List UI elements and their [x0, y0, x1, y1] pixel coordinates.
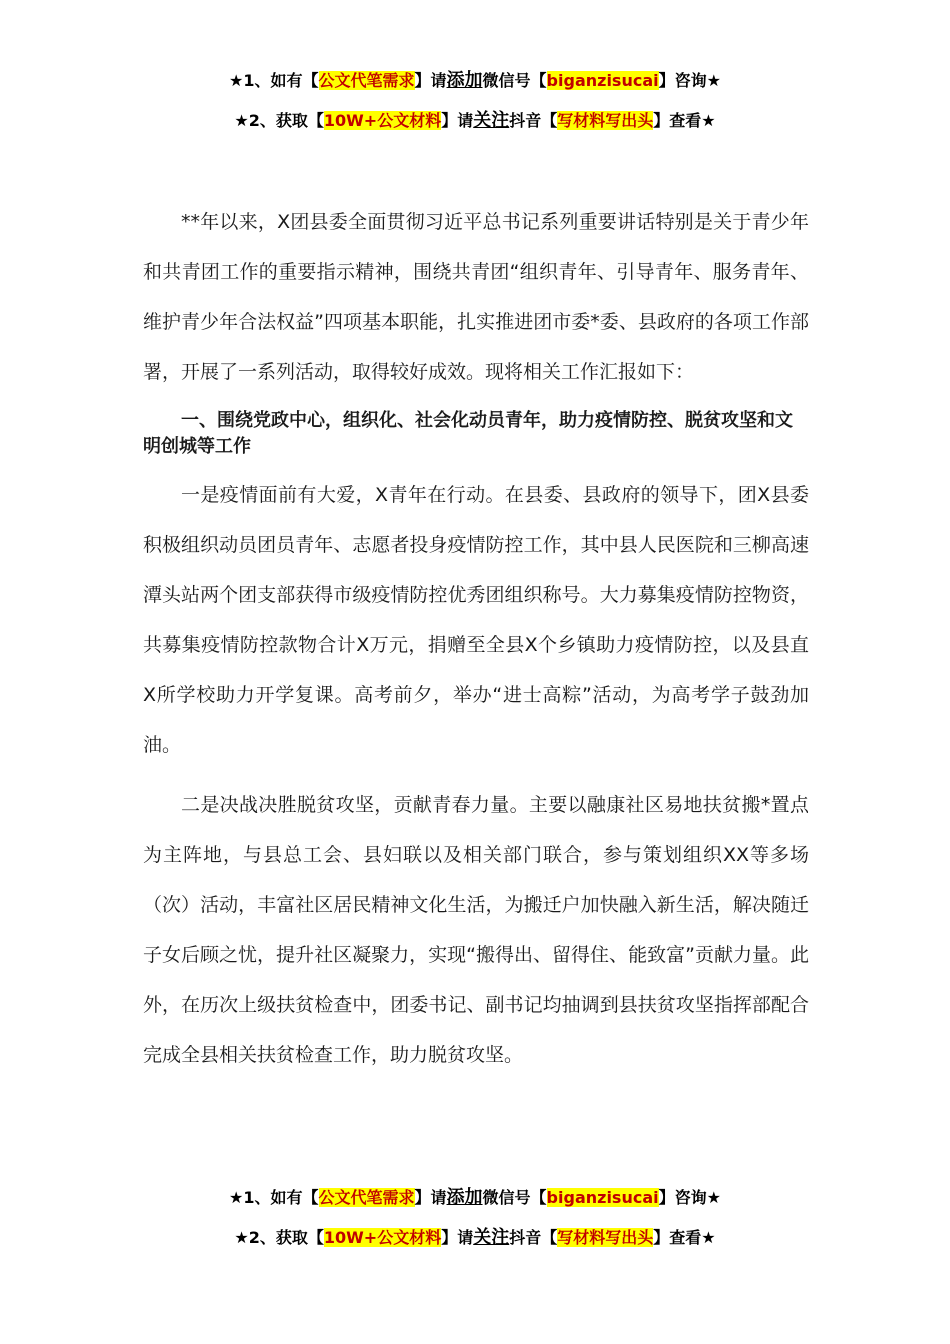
- banner-text: 】请: [441, 1228, 474, 1247]
- banner-text: 抖音【: [509, 1228, 558, 1247]
- banner-text: ★1、如有【: [229, 71, 319, 90]
- banner-text: 】请: [414, 1188, 447, 1207]
- banner-underlined: 关注: [473, 1227, 510, 1248]
- banner-underlined: 添加: [446, 1187, 483, 1208]
- banner-text: 】查看★: [653, 111, 716, 130]
- banner-text: ★2、获取【: [234, 111, 324, 130]
- banner-highlight: 写材料写出头: [557, 1228, 654, 1247]
- banner-highlight: 公文代笔需求: [318, 1188, 415, 1207]
- banner-highlight: 写材料写出头: [557, 111, 654, 130]
- bottom-banner-line-2: [0, 1228, 950, 1248]
- banner-text: 】查看★: [653, 1228, 716, 1247]
- bottom-banner-line-1: [0, 1188, 950, 1208]
- banner-highlight: biganzisucai: [546, 71, 659, 90]
- banner-highlight: 公文代笔需求: [318, 71, 415, 90]
- section-heading: 一、围绕党政中心，组织化、社会化动员青年，助力疫情防控、脱贫攻坚和文明创城等工作: [143, 410, 793, 457]
- banner-highlight: biganzisucai: [546, 1188, 659, 1207]
- banner-highlight: 10W+公文材料: [323, 1228, 442, 1247]
- banner-text: 微信号【: [482, 1188, 547, 1207]
- banner-underlined: 关注: [473, 110, 510, 131]
- banner-text: ★2、获取【: [234, 1228, 324, 1247]
- body-paragraph-2: 二是决战决胜脱贫攻坚，贡献青春力量。主要以融康社区易地扶贫搬*置点为主阵地，与县总工会、县妇联以及相关部门联合，参与策划组织XX等多场（次）活动，丰富社区居民精神文化生活，为搬迁户加快融入新生活，解决随迁子女后顾之忧，提升社区凝聚力，实现“搬得出、留得住、能致富”贡献力量。此外，在历次上级扶贫检查中，团委书记、副书记均抽调到县扶贫攻坚指挥部配合完成全县相关扶贫检查工作，助力脱贫攻坚。: [143, 794, 809, 1066]
- top-banner-line-1: [0, 71, 950, 91]
- banner-underlined: 添加: [446, 70, 483, 91]
- banner-highlight: 10W+公文材料: [323, 111, 442, 130]
- intro-paragraph: **年以来，X团县委全面贯彻习近平总书记系列重要讲话特别是关于青少年和共青团工作的重要指示精神，围绕共青团“组织青年、引导青年、服务青年、维护青少年合法权益”四项基本职能，扎实推进团市委*委、县政府的各项工作部署，开展了一系列活动，取得较好成效。现将相关工作汇报如下：: [143, 211, 809, 383]
- banner-text: 】咨询★: [658, 71, 721, 90]
- body-paragraph-1: 一是疫情面前有大爱，X青年在行动。在县委、县政府的领导下，团X县委积极组织动员团员青年、志愿者投身疫情防控工作，其中县人民医院和三柳高速潭头站两个团支部获得市级疫情防控优秀团组织称号。大力募集疫情防控物资，共募集疫情防控款物合计X万元，捐赠至全县X个乡镇助力疫情防控，以及县直X所学校助力开学复课。高考前夕，举办“进士高粽”活动，为高考学子鼓劲加油。: [143, 484, 809, 756]
- banner-text: 微信号【: [482, 71, 547, 90]
- banner-text: 】请: [441, 111, 474, 130]
- banner-text: 】请: [414, 71, 447, 90]
- banner-text: ★1、如有【: [229, 1188, 319, 1207]
- top-banner-line-2: [0, 111, 950, 131]
- banner-text: 】咨询★: [658, 1188, 721, 1207]
- banner-text: 抖音【: [509, 111, 558, 130]
